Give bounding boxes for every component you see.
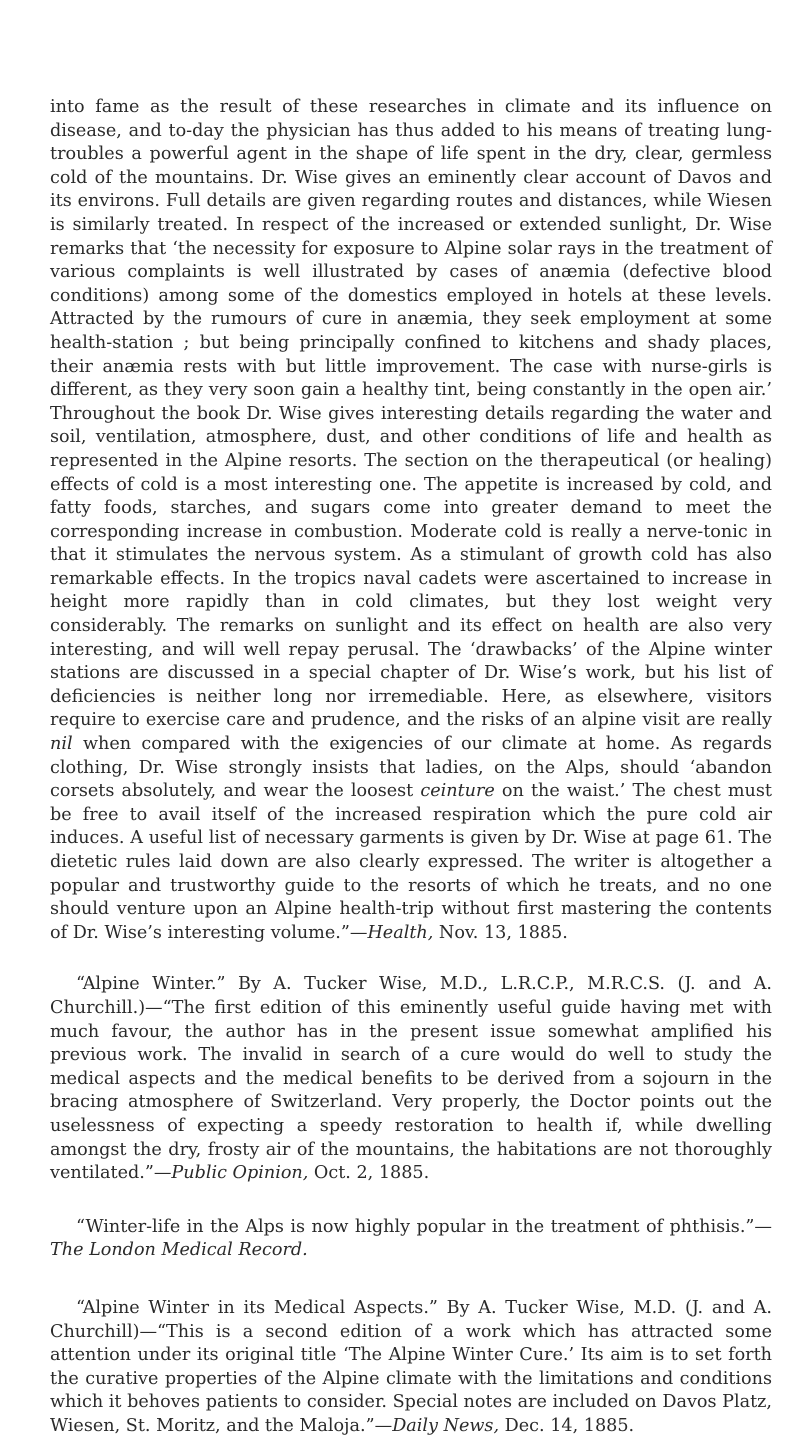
review-davos-ceinture: ceinture <box>420 781 495 802</box>
review-medical-record-paragraph <box>50 1216 772 1263</box>
review-medical-record-source: The London Medical Record. <box>50 1240 308 1261</box>
review-davos-nil: nil <box>50 734 73 755</box>
review-davos-text: into fame as the result of these researches in climate and its influence on disease, and to-day the physician has thus added to his means of treating lung-troubles a powerful agent in the shape of life spent in the dry, clear, germless cold of the mountains. Dr. Wise gives an eminently clear account of Davos and its environs. Full details are given regarding routes and distances, while Wiesen is similarly treated. In respect of the increased or extended sunlight, Dr. Wise remarks that ‘the necessity for exposure to Alpine solar rays in the treatment of various complaints is well illustrated by cases of anæmia (defective blood conditions) among some of the domestics employed in hotels at these levels. Attracted by the rumours of cure in anæmia, they seek employment at some health-station ; but being principally confined to kitchens and shady places, their anæmia rests with but little improvement. The case with nurse-girls is different, as they very soon gain a healthy tint, being constantly in the open air.’ Throughout the book Dr. Wise gives interesting details regarding the water and soil, ventilation, atmosphere, dust, and other conditions of life and health as represented in the Alpine resorts. The section on the therapeutical (or healing) effects of cold is a most interesting one. The appetite is increased by cold, and fatty foods, starches, and sugars come into greater demand to meet the corresponding increase in combustion. Moderate cold is really a nerve-tonic in that it stimulates the nervous system. As a stimulant of growth cold has also remarkable effects. In the tropics naval cadets were ascertained to increase in height more rapidly than in cold climates, but they lost weight very considerably. The remarks on sunlight and its effect on health are also very interesting, and will well repay perusal. The ‘drawbacks’ of the Alpine winter stations are discussed in a special chapter of Dr. Wise’s work, but his list of deficiencies is neither long nor irremediable. Here, as elsewhere, visitors require to exercise care and prudence, and the risks of an alpine visit are really <box>50 97 772 731</box>
review-public-opinion-date: Oct. 2, 1885. <box>308 1163 430 1184</box>
review-public-opinion-source: Public Opinion, <box>171 1163 309 1184</box>
review-daily-news-paragraph <box>50 1297 772 1438</box>
review-daily-news-text: “Alpine Winter in its Medical Aspects.” By A. Tucker Wise, M.D. (J. and A. Churchill)—“This is a second edition of a work which has attracted some attention under its original title ‘The Alpine Winter Cure.’ Its aim is to set forth the curative properties of the Alpine climate with the limitations and conditions which it behoves patients to consider. Special notes are included on Davos Platz, Wiesen, St. Moritz, and the Maloja.”— <box>50 1297 772 1436</box>
review-davos-source: Health, <box>367 922 434 943</box>
review-public-opinion-text: “Alpine Winter.” By A. Tucker Wise, M.D., L.R.C.P., M.R.C.S. (J. and A. Churchill.)—“The first edition of this eminently useful guide having met with much favour, the author has in the present issue somewhat amplified his previous work. The invalid in search of a cure would do well to study the medical aspects and the medical benefits to be derived from a sojourn in the bracing atmosphere of Switzerland. Very properly, the Doctor points out the uselessness of expecting a speedy restoration to health if, while dwelling amongst the dry, frosty air of the mountains, the habitations are not thoroughly ventilated.”— <box>50 974 772 1184</box>
document-page <box>50 96 772 1438</box>
review-daily-news-source: Daily News, <box>392 1415 500 1436</box>
review-public-opinion-paragraph <box>50 973 772 1185</box>
review-medical-record-text: “Winter-life in the Alps is now highly popular in the treatment of phthisis.”— <box>76 1216 772 1237</box>
review-daily-news-date: Dec. 14, 1885. <box>499 1415 635 1436</box>
review-davos-date: Nov. 13, 1885. <box>433 922 568 943</box>
review-davos-text-b: when compared with the exigencies of our climate at home. As regards clothing, Dr. Wise strongly insists that ladies, on the Alps, should ‘abandon corsets absolutely, and wear the loosest <box>50 734 772 802</box>
review-davos-paragraph <box>50 96 772 945</box>
review-davos-text-c: on the waist.’ The chest must be free to avail itself of the increased respiration which the pure cold air induces. A useful list of necessary garments is given by Dr. Wise at page 61. The dietetic rules laid down are also clearly expressed. The writer is altogether a popular and trustworthy guide to the resorts of which he treats, and no one should venture upon an Alpine health-trip without first mastering the contents of Dr. Wise’s interesting volume.”— <box>50 781 772 943</box>
